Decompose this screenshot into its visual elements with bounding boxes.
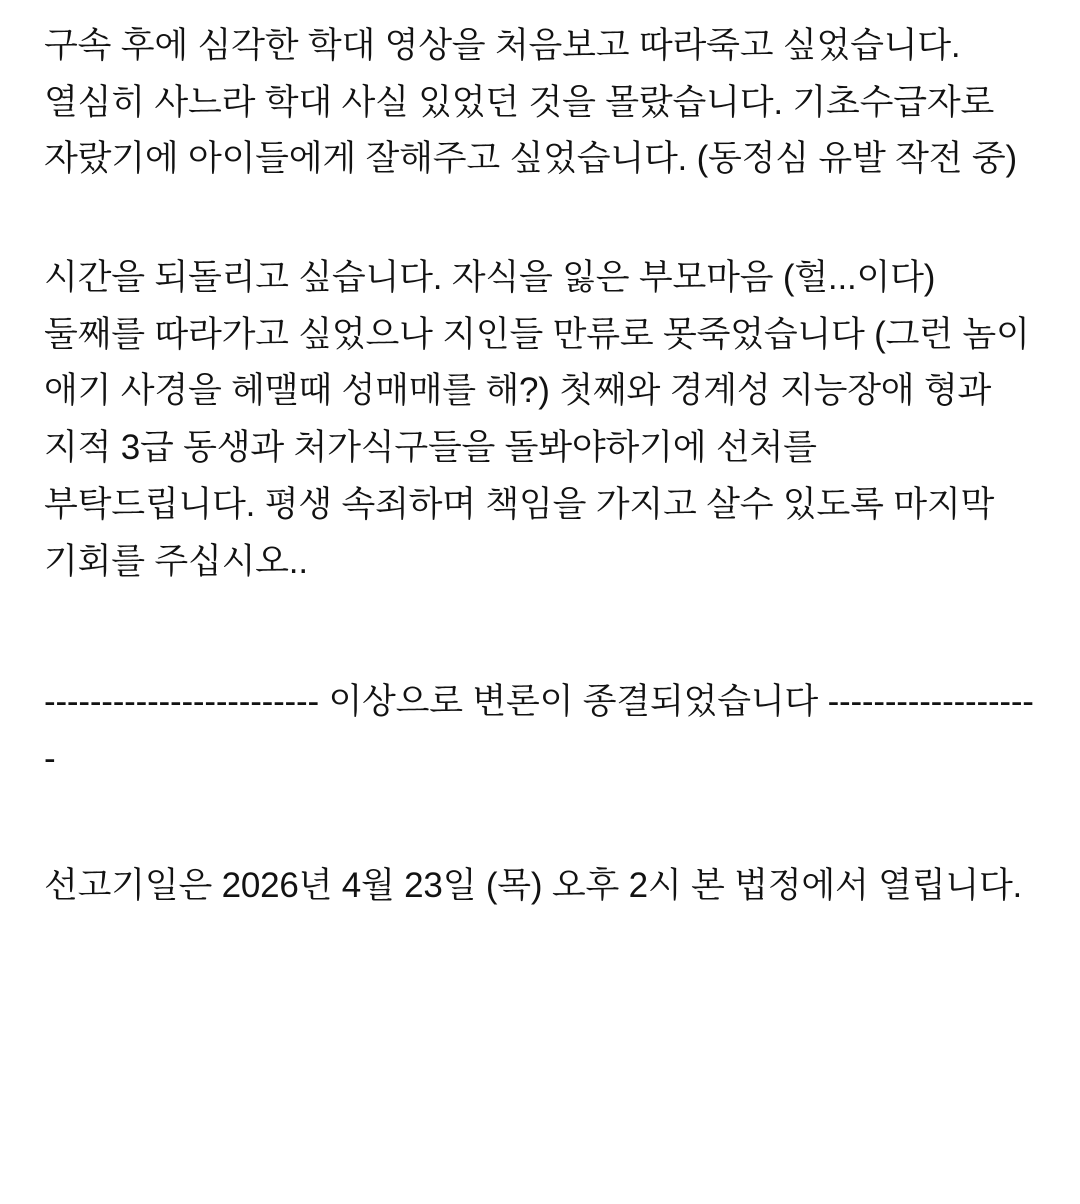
closing-argument-divider: ------------------------ 이상으로 변론이 종결되었습니다 -------------------: [44, 682, 1034, 778]
paragraph-plea: 시간을 되돌리고 싶습니다. 자식을 잃은 부모마음 (헐...이다) 둘째를 따라가고 싶었으나 지인들 만류로 못죽었습니다 (그런 놈이 애기 사경을 헤맬때 성매매를 해?) 첫째와 경계성 지능장애 형과 지적 3급 동생과 처가식구들을 돌봐야하기에 선처를 부탁드립니다. 평생 속죄하며 책임을 가지고 살수 있도록 마지막 기회를 주십시오..: [44, 258, 1040, 581]
paragraph-confession: 구속 후에 심각한 학대 영상을 처음보고 따라죽고 싶었습니다. 열심히 사느라 학대 사실 있었던 것을 몰랐습니다. 기초수급자로 자랐기에 아이들에게 잘해주고 싶었습니다. (동정심 유발 작전 중): [44, 26, 1017, 179]
paragraph-spacer-1: [44, 188, 1036, 250]
paragraph-spacer-3: [44, 788, 1036, 858]
paragraph-verdict-date: 선고기일은 2026년 4월 23일 (목) 오후 2시 본 법정에서 열립니다.: [44, 865, 1023, 905]
paragraph-spacer-2: [44, 590, 1036, 674]
